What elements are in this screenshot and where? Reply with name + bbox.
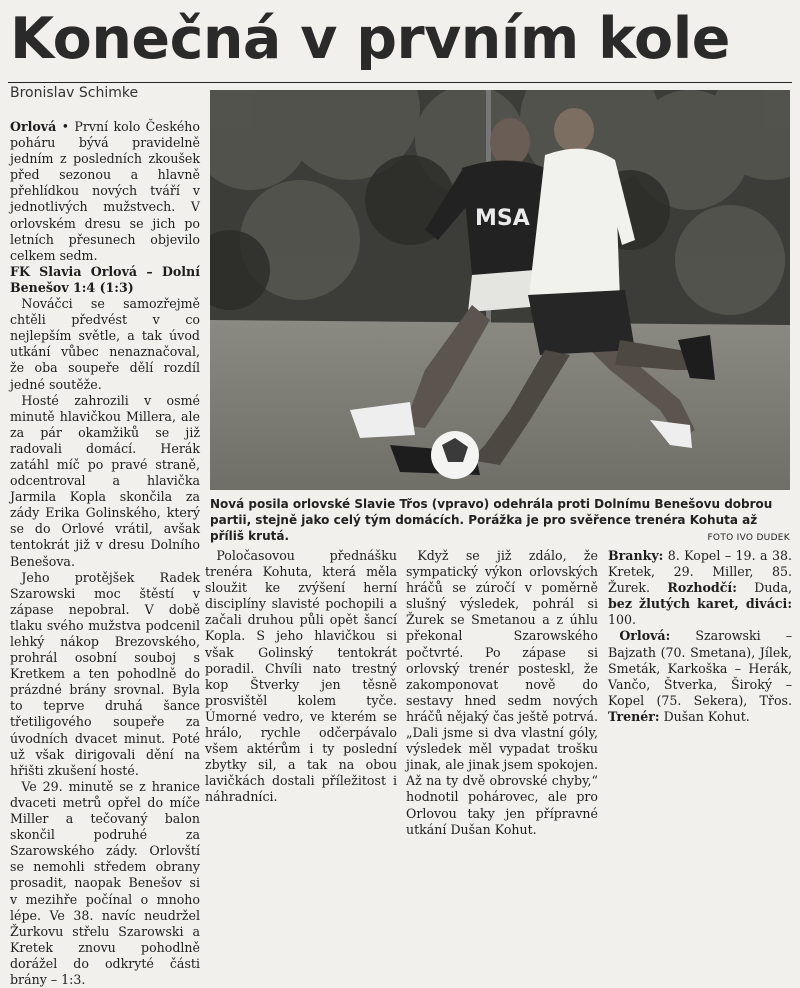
column-2 — [205, 548, 397, 806]
caption-text: Nová posila orlovské Slavie Třos (vpravo) odehrála proti Dolnímu Benešovu dobrou partii, stejně jako celý tým domácích. Porážka je pro svěřence trenéra Kohuta až příliš krutá. — [210, 497, 773, 543]
match-title: FK Slavia Orlová – Dolní Benešov 1:4 (1:3) — [10, 263, 200, 295]
author-byline: Bronislav Schimke — [10, 85, 139, 101]
paragraph-1: Nováčci se samozřejmě chtěli předvést v co nejlepším světle, a tak úvod utkání vůbec nenaznačoval, že oba soupeře dělí rozdíl jedné soutěže. — [10, 296, 200, 392]
column-3 — [406, 548, 598, 838]
lineup-line: Orlová: Szarowski – Bajzath (70. Smetana), Jílek, Smeták, Karkoška – Herák, Vančo, Štverka, Široký – Kopel (75. Sekera), Třos. Trenér: Dušan Kohut. — [608, 628, 792, 724]
headline: Konečná v prvním kole — [10, 6, 730, 72]
goals-line: Branky: 8. Kopel – 19. a 38. Kretek, 29. Miller, 85. Žurek. Rozhodčí: Duda, bez žlutých karet, diváci: 100. — [608, 548, 792, 628]
paragraph-2: Hosté zahrozili v osmé minutě hlavičkou Millera, ale za pár okamžiků se již radovali domácí. Herák zatáhl míč po pravé straně, odcentroval a hlavička Jarmila Kopla skončila za zády Erika Golinského, který se do Orlové vrátil, avšak tentokrát již v dresu Dolního Benešova. — [10, 392, 200, 569]
shirt-sponsor-text: MSA — [475, 206, 530, 231]
photo-credit: FOTO IVO DUDEK — [707, 533, 790, 543]
dateline: Orlová — [10, 119, 57, 134]
paragraph-3: Jeho protějšek Radek Szarowski moc štěstí v zápase nepobral. V době tlaku svého mužstva podcenil lehký nákop Brezovského, prohrál osobní souboj s Kretkem a ten pohodlně do prázdné brány srovnal. Byla to teprve druhá šance třetiligového soupeře za úvodních dvacet minut. Poté už však dirigovali dění na hřišti zkušení hosté. — [10, 569, 200, 778]
paragraph-4: Ve 29. minutě se z hranice dvaceti metrů opřel do míče Miller a tečovaný balon skončil podruhé za Szarowského zády. Orlovští se nemohli středem obrany prosadit, naopak Benešov si v mezihře počínal o mnoho lépe. Ve 38. navíc neudržel Žurkovu střelu Szarowski a Kretek znovu pohodlně dorážel do odkryté části brány – 1:3. — [10, 778, 200, 987]
column-4-stats — [608, 548, 792, 725]
headline-rule — [8, 82, 792, 83]
match-photo — [210, 90, 790, 490]
paragraph-6: Když se již zdálo, že sympatický výkon orlovských hráčů se zúročí v poměrně slušný výsledek, pohrál si Žurek se Smetanou a z úhlu překonal Szarowského počtvrté. Po zápase si orlovský trenér posteskl, že zakomponovat nově do sestavy hned sedm nových hráčů nějaký čas ještě potrvá. „Dali jsme si dva vlastní góly, výsledek měl vypadat trošku jinak, ale jinak jsem spokojen. Až na ty dvě obrovské chyby,“ hodnotil pohárovec, ale pro Orlovou taky jen přípravné utkání Dušan Kohut. — [406, 548, 598, 837]
column-1 — [10, 119, 200, 988]
football — [431, 431, 479, 479]
intro-paragraph: Orlová • První kolo Českého poháru bývá pravidelně jedním z posledních zkoušek před sezonou a hlavně přehlídkou nových tváří v jednotlivých mužstvech. V orlovském dresu se jich po letních přesunech objevilo celkem sedm. — [10, 119, 200, 263]
photo-caption — [210, 496, 790, 546]
paragraph-5: Poločasovou přednášku trenéra Kohuta, která měla sloužit ke zvýšení herní disciplíny slavisté pochopili a začali druhou půli opět šancí Kopla. S jeho hlavičkou si však Golinský tentokrát poradil. Chvíli nato trestný kop Štverky jen těsně prosvištěl kolem tyče. Úmorné vedro, ve kterém se hrálo, rychle odčerpávalo všem aktérům i ty poslední zbytky sil, a tak na obou lavičkách dostali příležitost i náhradníci. — [205, 548, 397, 805]
